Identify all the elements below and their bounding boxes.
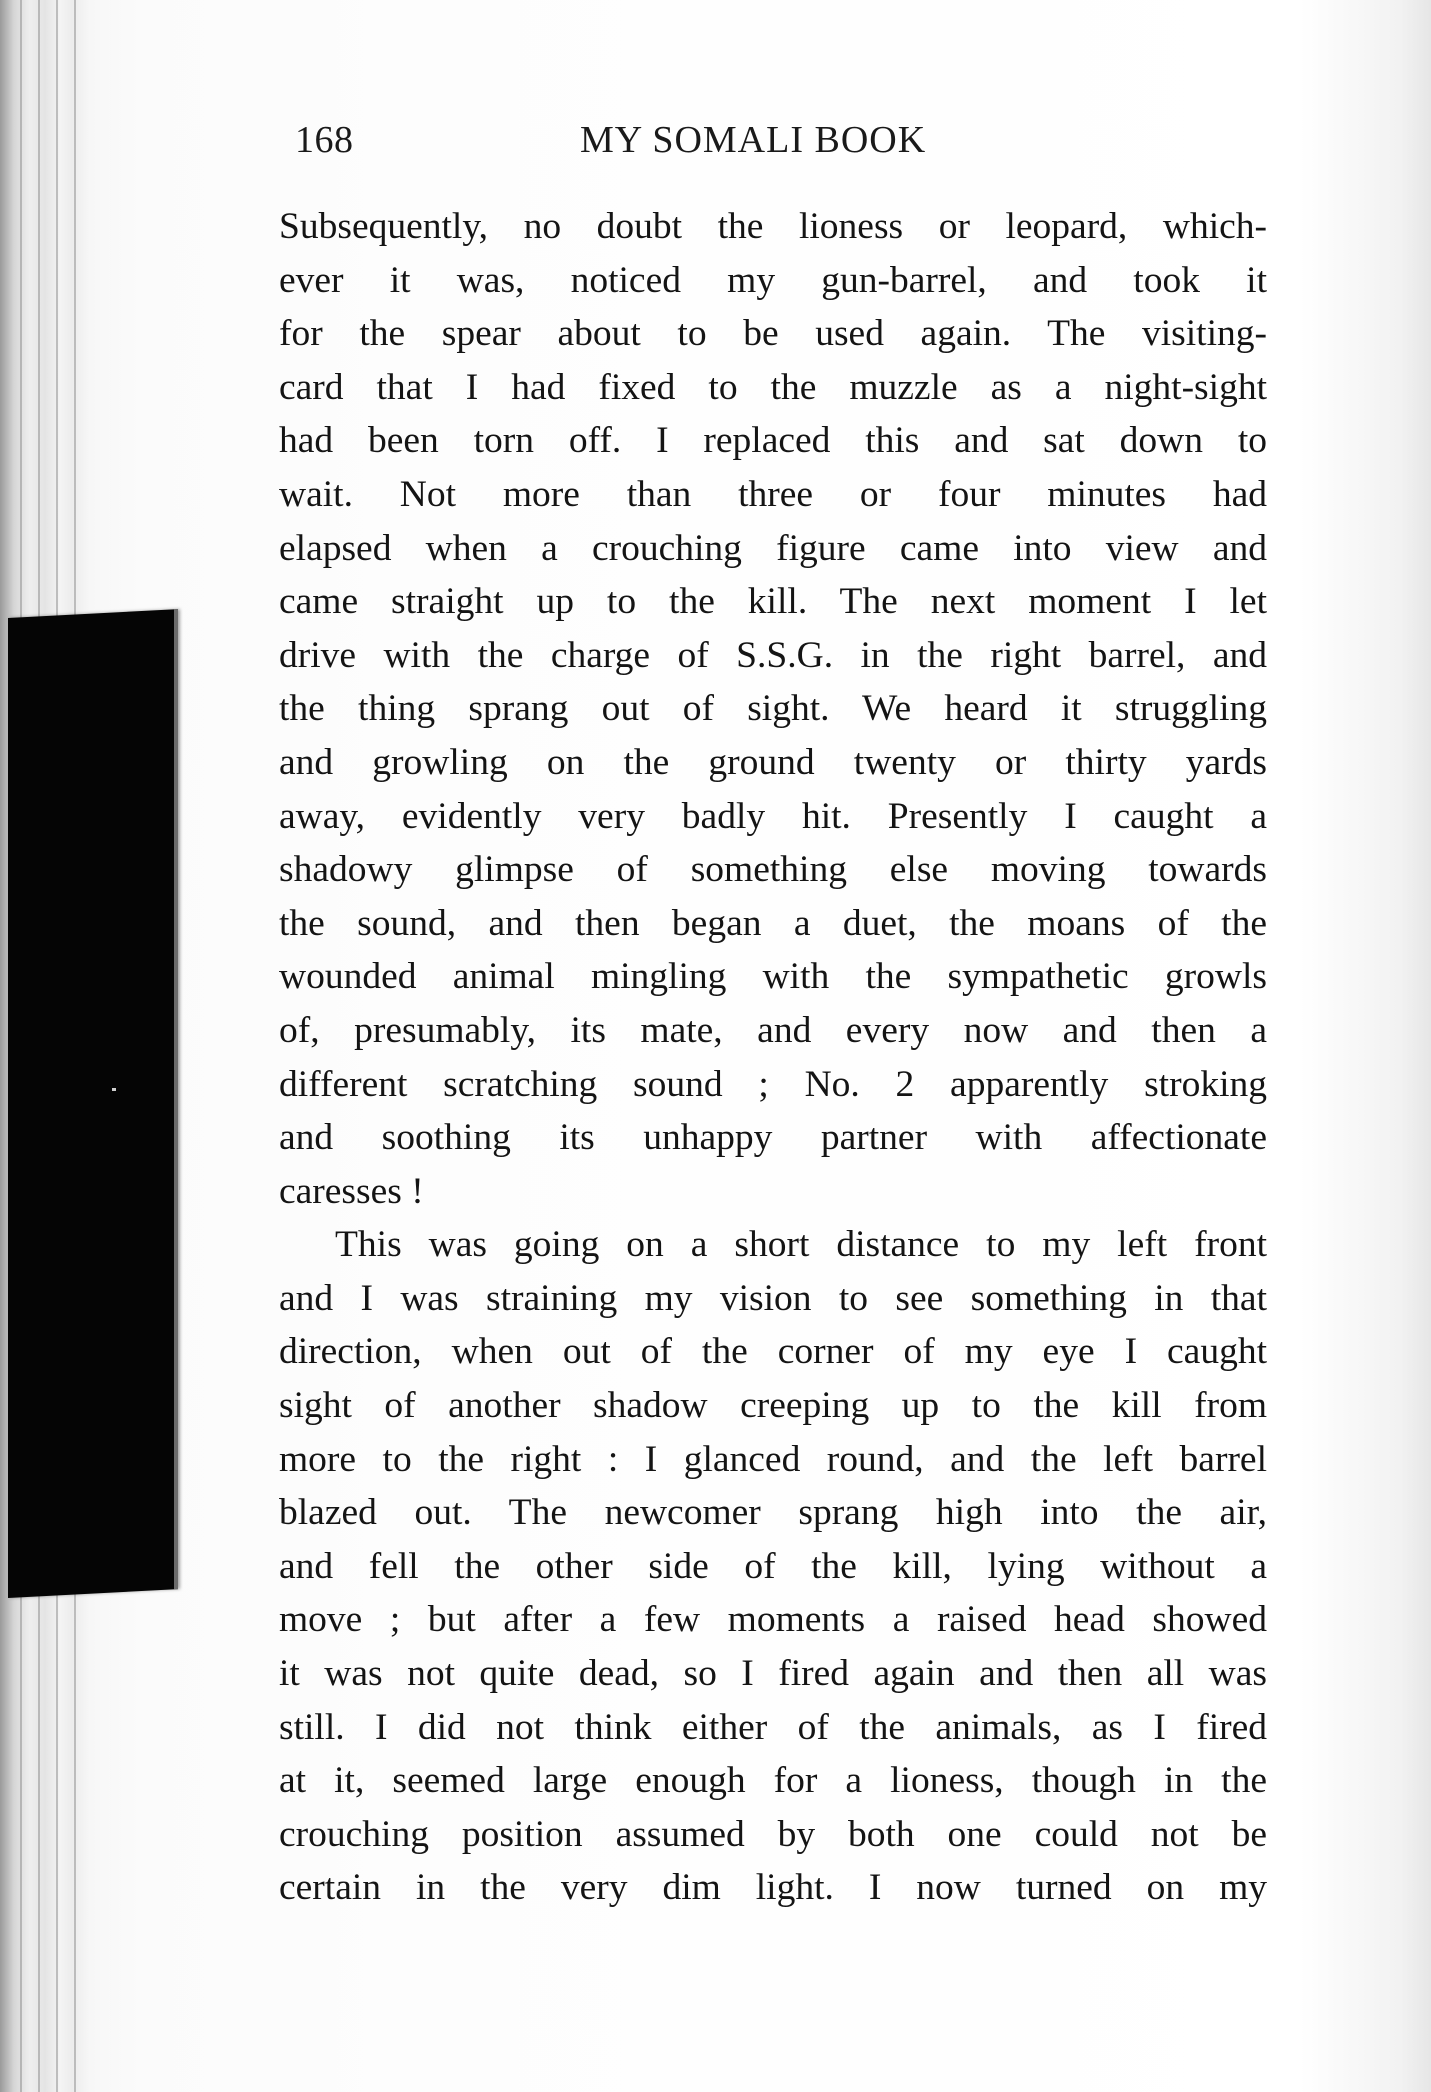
text-line: for the spear about to be used again. The visiting-: [279, 313, 1267, 355]
text-line: wounded animal mingling with the sympathetic growls: [279, 956, 1267, 998]
text-line: ever it was, noticed my gun-barrel, and took it: [279, 259, 1267, 301]
text-line: certain in the very dim light. I now turned on my: [279, 1867, 1267, 1909]
text-line: direction, when out of the corner of my eye I caught: [279, 1331, 1267, 1373]
page-number: 168: [295, 119, 354, 161]
text-line: and I was straining my vision to see something in that: [279, 1277, 1267, 1319]
black-page-tab: [8, 609, 178, 1598]
text-line: at it, seemed large enough for a lioness, though in the: [279, 1760, 1267, 1802]
text-line: elapsed when a crouching figure came into view and: [279, 527, 1267, 569]
tab-speck: [112, 1088, 116, 1091]
text-line: more to the right : I glanced round, and the left barrel: [279, 1438, 1267, 1480]
text-line: it was not quite dead, so I fired again and then all was: [279, 1653, 1267, 1695]
paragraph-first-line: This was going on a short distance to my left front: [335, 1224, 1267, 1266]
text-line: of, presumably, its mate, and every now and then a: [279, 1009, 1267, 1051]
text-line: different scratching sound ; No. 2 apparently stroking: [279, 1063, 1267, 1105]
text-line: crouching position assumed by both one could not be: [279, 1813, 1267, 1855]
text-line: the sound, and then began a duet, the moans of the: [279, 902, 1267, 944]
text-line: the thing sprang out of sight. We heard it struggling: [279, 688, 1267, 730]
text-line: and fell the other side of the kill, lying without a: [279, 1545, 1267, 1587]
text-line: had been torn off. I replaced this and sat down to: [279, 420, 1267, 462]
text-line: came straight up to the kill. The next moment I let: [279, 581, 1267, 623]
text-line: and growling on the ground twenty or thirty yards: [279, 741, 1267, 783]
text-line: wait. Not more than three or four minutes had: [279, 473, 1267, 515]
text-line: away, evidently very badly hit. Presently I caught a: [279, 795, 1267, 837]
text-line: shadowy glimpse of something else moving towards: [279, 849, 1267, 891]
text-line: card that I had fixed to the muzzle as a night-sight: [279, 366, 1267, 408]
text-line: still. I did not think either of the animals, as I fired: [279, 1706, 1267, 1748]
text-line: move ; but after a few moments a raised head showed: [279, 1599, 1267, 1641]
page-header: [295, 118, 977, 178]
text-line: blazed out. The newcomer sprang high into the air,: [279, 1492, 1267, 1534]
paragraph-last-line: caresses !: [279, 1170, 424, 1212]
text-line: Subsequently, no doubt the lioness or leopard, which-: [279, 206, 1267, 247]
text-line: sight of another shadow creeping up to the kill from: [279, 1385, 1267, 1427]
text-line: and soothing its unhappy partner with affectionate: [279, 1117, 1267, 1159]
running-title: MY SOMALI BOOK: [580, 119, 927, 161]
body-text: [279, 200, 1267, 1915]
text-line: drive with the charge of S.S.G. in the right barrel, and: [279, 634, 1267, 676]
